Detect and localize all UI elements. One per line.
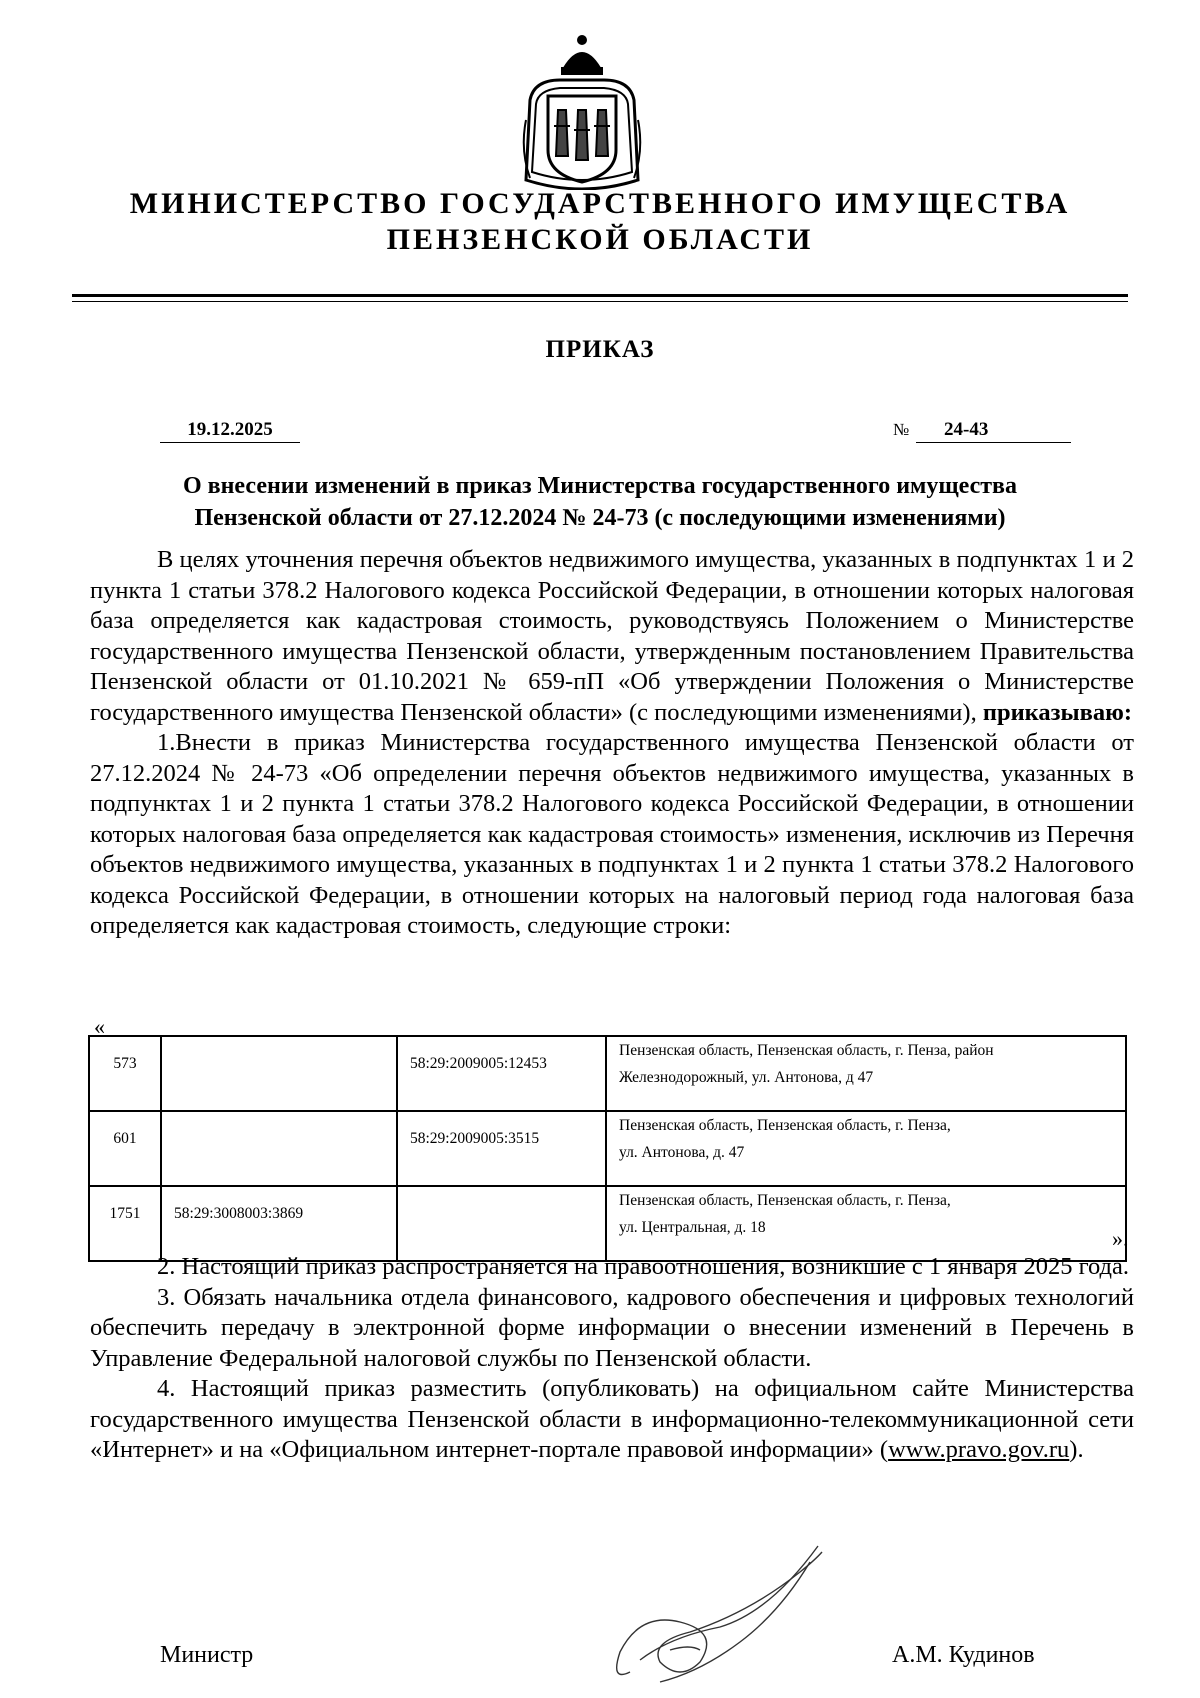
address-line-2: ул. Антонова, д. 47 (619, 1144, 745, 1161)
address-cell (606, 1186, 1126, 1261)
signer-name: А.М. Кудинов (892, 1642, 1035, 1668)
preamble-paragraph (90, 545, 1134, 728)
excluded-objects-table (88, 1035, 1127, 1262)
ministry-name-line2: ПЕНЗЕНСКОЙ ОБЛАСТИ (386, 223, 814, 256)
item-4-paragraph (90, 1374, 1134, 1466)
item-4-tail: ). (1069, 1436, 1084, 1463)
address-line-1: Пензенская область, Пензенская область, г. Пенза, (619, 1117, 951, 1134)
cadastral-number-room-cell: 58:29:2009005:3515 (397, 1111, 606, 1186)
cadastral-number-room-cell (397, 1186, 606, 1261)
address-cell (606, 1036, 1126, 1111)
pravo-gov-link[interactable]: www.pravo.gov.ru (888, 1436, 1070, 1463)
preamble-text: В целях уточнения перечня объектов недвижимого имущества, указанных в подпунктах 1 и 2 пункта 1 статьи 378.2 Налогового кодекса Российской Федерации, в отношении которых налоговая база определяется как кадастровая стоимость, руководствуясь Положением о Министерстве государственного имущества Пензенской области, утвержденным постановлением Правительства Пензенской области от 01.10.2021 № 659-пП «Об утверждении Положения о Министерстве государственного имущества Пензенской области» (с последующими изменениями), (90, 546, 1134, 726)
order-date: 19.12.2025 (160, 418, 300, 443)
table-row (89, 1111, 1126, 1186)
item-3-paragraph: 3. Обязать начальника отдела финансового, кадрового обеспечения и цифровых технологий обеспечить передачу в электронной форме информации о внесении изменений в Перечень в Управление Федеральной налоговой службы по Пензенской области. (90, 1283, 1134, 1372)
header-divider-thick (72, 294, 1128, 297)
order-body-top (90, 545, 1134, 942)
order-heading (90, 470, 1110, 534)
signer-position: Министр (160, 1642, 254, 1668)
cadastral-number-cell (161, 1111, 397, 1186)
address-line-2: ул. Центральная, д. 18 (619, 1219, 766, 1236)
header-divider-thin (72, 301, 1128, 302)
order-heading-line2: Пензенской области от 27.12.2024 № 24-73 (с последующими изменениями) (194, 505, 1006, 531)
order-body-bottom (90, 1252, 1134, 1466)
item-4-text: 4. Настоящий приказ разместить (опубликовать) на официальном сайте Министерства государственного имущества Пензенской области в информационно-телекоммуникационной сети «Интернет» и на «Официальном интернет-портале правовой информации» ( (90, 1375, 1134, 1463)
cadastral-number-room-cell: 58:29:2009005:12453 (397, 1036, 606, 1111)
order-number-label: № (893, 420, 910, 439)
item-1-paragraph: 1.Внести в приказ Министерства государственного имущества Пензенской области от 27.12.2024 № 24-73 «Об определении перечня объектов недвижимого имущества, указанных в подпунктах 1 и 2 пункта 1 статьи 378.2 Налогового кодекса Российской Федерации, в отношении которых налоговая база определяется как кадастровая стоимость» изменения, исключив из Перечня объектов недвижимого имущества, указанных в подпунктах 1 и 2 пункта 1 статьи 378.2 Налогового кодекса Российской Федерации, в отношении которых на налоговый период года налоговая база определяется как кадастровая стоимость, следующие строки: (90, 729, 1134, 939)
row-number-cell: 601 (89, 1111, 161, 1186)
item-2-paragraph: 2. Настоящий приказ распространяется на правоотношения, возникшие с 1 января 2025 года. (157, 1253, 1130, 1280)
order-heading-line1: О внесении изменений в приказ Министерства государственного имущества (182, 473, 1018, 499)
row-number-cell: 1751 (89, 1186, 161, 1261)
order-number: 24-43 (916, 418, 1071, 443)
quote-close: ». (1112, 1226, 1129, 1251)
coat-of-arms-icon (520, 30, 644, 190)
table-row (89, 1036, 1126, 1111)
address-line-1: Пензенская область, Пензенская область, г. Пенза, район (619, 1042, 994, 1059)
row-number-cell: 573 (89, 1036, 161, 1111)
quote-open: « (94, 1014, 105, 1039)
handwritten-signature-icon (600, 1532, 830, 1692)
address-line-1: Пензенская область, Пензенская область, г. Пенза, (619, 1192, 951, 1209)
ministry-name-line1: МИНИСТЕРСТВО ГОСУДАРСТВЕННОГО ИМУЩЕСТВА (129, 187, 1071, 220)
cadastral-number-cell (161, 1036, 397, 1111)
cadastral-number-cell: 58:29:3008003:3869 (161, 1186, 397, 1261)
document-title: ПРИКАЗ (545, 336, 655, 363)
preamble-directive: приказываю: (982, 698, 1133, 726)
address-cell (606, 1111, 1126, 1186)
table-row (89, 1186, 1126, 1261)
address-line-2: Железнодорожный, ул. Антонова, д 47 (619, 1069, 874, 1086)
